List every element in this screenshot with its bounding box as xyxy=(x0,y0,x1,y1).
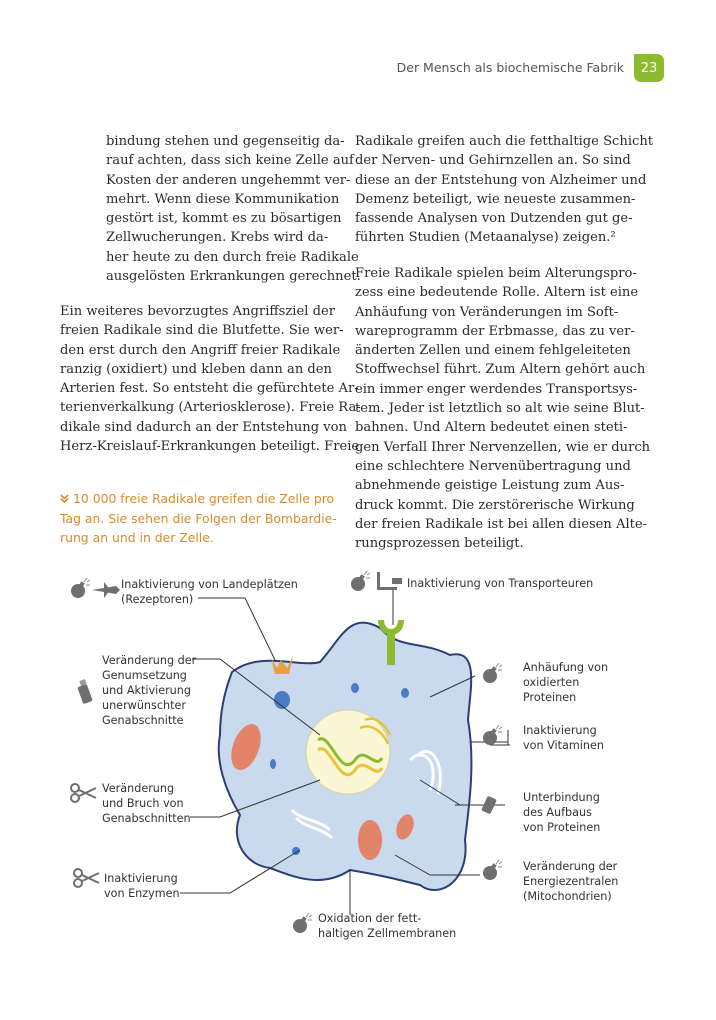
callout-text: 10 000 freie Radikale greifen die Zelle pro xyxy=(73,491,335,506)
label-line: (Rezeptoren) xyxy=(121,593,194,606)
text-line: Ein weiteres bevorzugtes Angriffsziel der xyxy=(60,304,335,319)
transporter-icon xyxy=(377,572,402,590)
label-line: Veränderung xyxy=(102,782,175,795)
label-aufbau xyxy=(523,790,600,835)
text-line: Radikale greifen auch die fetthaltige Schicht xyxy=(355,134,654,149)
text-line: dikale sind dadurch an der Entstehung von xyxy=(60,419,347,435)
text-line: Demenz beteiligt, wie neueste zusammen- xyxy=(355,191,636,207)
label-enzyme xyxy=(104,871,180,901)
text-line: druck kommt. Die zerstörerische Wirkung xyxy=(355,497,635,513)
label-line: Anhäufung von xyxy=(523,661,609,674)
text-line: abnehmende geistige Leistung zum Aus- xyxy=(355,478,625,494)
label-line: Inaktivierung von Landeplätzen xyxy=(121,578,298,591)
airplane-icon xyxy=(92,582,120,598)
callout-line: rung an und in der Zelle. xyxy=(60,530,214,545)
text-line: den erst durch den Angriff freier Radikale xyxy=(60,342,341,358)
label-line: haltigen Zellmembranen xyxy=(318,927,457,940)
label-line: Unterbindung xyxy=(523,791,600,804)
label-membran xyxy=(318,911,456,941)
text-line: zess eine bedeutende Rolle. Altern ist eine xyxy=(355,285,639,301)
label-line: von Proteinen xyxy=(523,821,601,834)
text-line: bindung stehen und gegenseitig da- xyxy=(106,134,345,149)
text-line: ein immer enger werdendes Transportsys- xyxy=(355,381,638,397)
label-line: oxidierten xyxy=(523,676,580,689)
scissors-icon xyxy=(74,869,99,887)
label-proteine xyxy=(523,660,608,705)
text-line: Freie Radikale spielen beim Alterungspro- xyxy=(355,266,637,281)
running-header: Der Mensch als biochemische Fabrik xyxy=(396,60,624,75)
text-line: ranzig (oxidiert) und kleben dann an den xyxy=(60,361,332,377)
text-line: rauf achten, dass sich keine Zelle auf xyxy=(106,153,354,169)
usb-stick-icon xyxy=(77,679,93,704)
bomb-icon xyxy=(293,913,312,933)
text-line: diese an der Entstehung von Alzheimer und xyxy=(355,172,647,188)
label-genbruch xyxy=(102,781,191,826)
text-line: Herz-Kreislauf-Erkrankungen beteiligt. Freie xyxy=(60,439,360,455)
text-line: Zellwucherungen. Krebs wird da- xyxy=(106,230,329,246)
bomb-icon xyxy=(483,860,502,880)
label-vitamine xyxy=(523,723,604,753)
text-line: eine schlechtere Nervenübertragung und xyxy=(355,458,631,474)
label-genumsetzung xyxy=(102,653,196,728)
label-line: Energiezentralen xyxy=(523,875,619,888)
scissors-icon xyxy=(71,784,96,802)
mitochondrion xyxy=(358,820,382,860)
text-line: Stoffwechsel führt. Zum Altern gehört auch xyxy=(355,362,646,378)
callout-line: Tag an. Sie sehen die Folgen der Bombardie- xyxy=(60,510,337,526)
bomb-icon xyxy=(71,578,90,598)
label-line: von Vitaminen xyxy=(523,739,604,752)
text-line: Anhäufung von Veränderungen im Soft- xyxy=(355,304,619,320)
text-line: der Nerven- und Gehirnzellen an. So sind xyxy=(355,153,631,169)
text-line: ausgelösten Erkrankungen gerechnet. xyxy=(106,269,361,285)
label-line: Oxidation der fett- xyxy=(318,912,422,925)
text-line: Kosten der anderen ungehemmt ver- xyxy=(106,172,351,188)
text-line: fassende Analysen von Dutzenden gut ge- xyxy=(355,211,633,227)
bomb-icon xyxy=(351,571,370,591)
text-line: bahnen. Und Altern bedeutet einen steti- xyxy=(355,420,628,436)
label-line: Inaktivierung von Transporteuren xyxy=(407,577,594,590)
text-line: führten Studien (Metaanalyse) zeigen.² xyxy=(355,230,616,246)
text-line: freien Radikale sind die Blutfette. Sie wer- xyxy=(60,323,344,339)
label-line: des Aufbaus xyxy=(523,806,592,819)
text-line: her heute zu den durch freie Radikale xyxy=(106,249,359,265)
text-line: rungsprozessen beteiligt. xyxy=(355,536,524,552)
text-line: terienverkalkung (Arteriosklerose). Freie Ra- xyxy=(60,400,361,416)
text-line: mehrt. Wenn diese Kommunikation xyxy=(106,191,340,207)
label-line: von Enzymen xyxy=(104,887,180,900)
text-line: gestört ist, kommt es zu bösartigen xyxy=(106,211,342,227)
text-line: gen Verfall Ihrer Nervenzellen, wie er durch xyxy=(355,439,651,455)
text-line: Arterien fest. So entsteht die gefürchtete Ar- xyxy=(60,381,359,397)
label-line: und Aktivierung xyxy=(102,684,191,697)
text-line: wareprogramm der Erbmasse, das zu ver- xyxy=(355,323,635,339)
label-line: Proteinen xyxy=(523,691,577,704)
label-line: Veränderung der xyxy=(523,860,618,873)
bomb-icon xyxy=(483,663,502,683)
label-line: Genumsetzung xyxy=(102,669,187,682)
label-line: Inaktivierung xyxy=(104,872,178,885)
label-line: Genabschnitte xyxy=(102,714,184,727)
label-line: Inaktivierung xyxy=(523,724,597,737)
text-line: tem. Jeder ist letztlich so alt wie seine Blut- xyxy=(355,401,645,417)
label-line: Genabschnitten xyxy=(102,812,191,825)
text-line: änderten Zellen und einem fehlgeleiteten xyxy=(355,343,631,359)
label-rezeptoren xyxy=(121,577,298,607)
text-line: der freien Radikale ist bei allen diesen Alte- xyxy=(355,516,648,532)
label-line: (Mitochondrien) xyxy=(523,890,612,903)
label-line: Veränderung der xyxy=(102,654,197,667)
label-energie xyxy=(523,859,618,904)
label-line: unerwünschter xyxy=(102,699,186,712)
label-transporteure xyxy=(407,576,593,591)
page-number-badge: 23 xyxy=(634,54,664,82)
nucleus xyxy=(306,710,390,794)
label-line: und Bruch von xyxy=(102,797,184,810)
